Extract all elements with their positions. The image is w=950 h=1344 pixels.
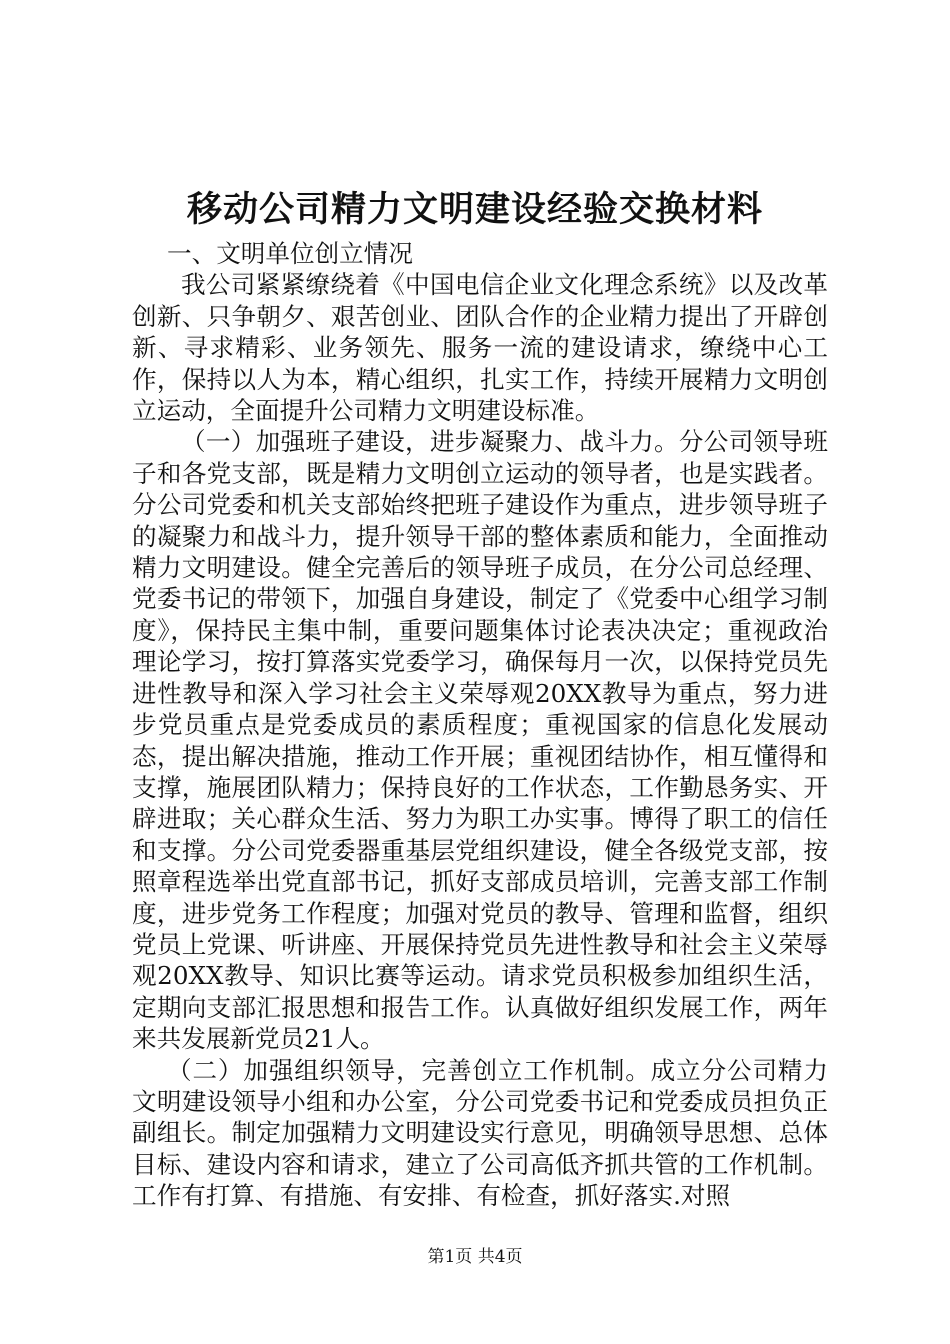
paragraph-team-building: （一）加强班子建设，进步凝聚力、战斗力。分公司领导班子和各党支部，既是精力文明创立运动的领导者，也是实践者。分公司党委和机关支部始终把班子建设作为重点，进步领导班子的凝聚力和战斗力，提升领导干部的整体素质和能力，全面推动精力文明建设。健全完善后的领导班子成员，在分公司总经理、党委书记的带领下，加强自身建设，制定了《党委中心组学习制度》，保持民主集中制，重要问题集体讨论表决决定；重视政治理论学习，按打算落实党委学习，确保每月一次，以保持党员先进性教导和深入学习社会主义荣辱观20XX教导为重点，努力进步党员重点是党委成员的素质程度；重视国家的信息化发展动态，提出解决措施，推动工作开展；重视团结协作，相互懂得和支撑，施展团队精力；保持良好的工作状态，工作勤恳务实、开辟进取；关心群众生活、努力为职工办实事。博得了职工的信任和支撑。分公司党委器重基层党组织建设，健全各级党支部，按照章程选举出党直部书记，抓好支部成员培训，完善支部工作制度，进步党务工作程度；加强对党员的教导、管理和监督，组织党员上党课、听讲座、开展保持党员先进性教导和社会主义荣辱观20XX教导、知识比赛等运动。请求党员积极参加组织生活，定期向支部汇报思想和报告工作。认真做好组织发展工作，两年来共发展新党员21人。 [132, 427, 828, 1054]
section-heading: 一、文明单位创立情况 [167, 239, 413, 268]
page-footer: 第1页 共4页 [427, 1247, 523, 1267]
document-title: 移动公司精力文明建设经验交换材料 [186, 189, 763, 230]
paragraph-organization: （二）加强组织领导，完善创立工作机制。成立分公司精力文明建设领导小组和办公室，分公司党委书记和党委成员担负正副组长。制定加强精力文明建设实行意见，明确领导思想、总体目标、建设内容和请求，建立了公司高低齐抓共管的工作机制。工作有打算、有措施、有安排、有检查，抓好落实.对照 [132, 1055, 828, 1211]
document-body [132, 238, 828, 1212]
paragraph-intro: 我公司紧紧缭绕着《中国电信企业文化理念系统》以及改革创新、只争朝夕、艰苦创业、团队合作的企业精力提出了开辟创新、寻求精彩、业务领先、服务一流的建设请求，缭绕中心工作，保持以人为本，精心组织，扎实工作，持续开展精力文明创立运动，全面提升公司精力文明建设标准。 [132, 270, 828, 426]
